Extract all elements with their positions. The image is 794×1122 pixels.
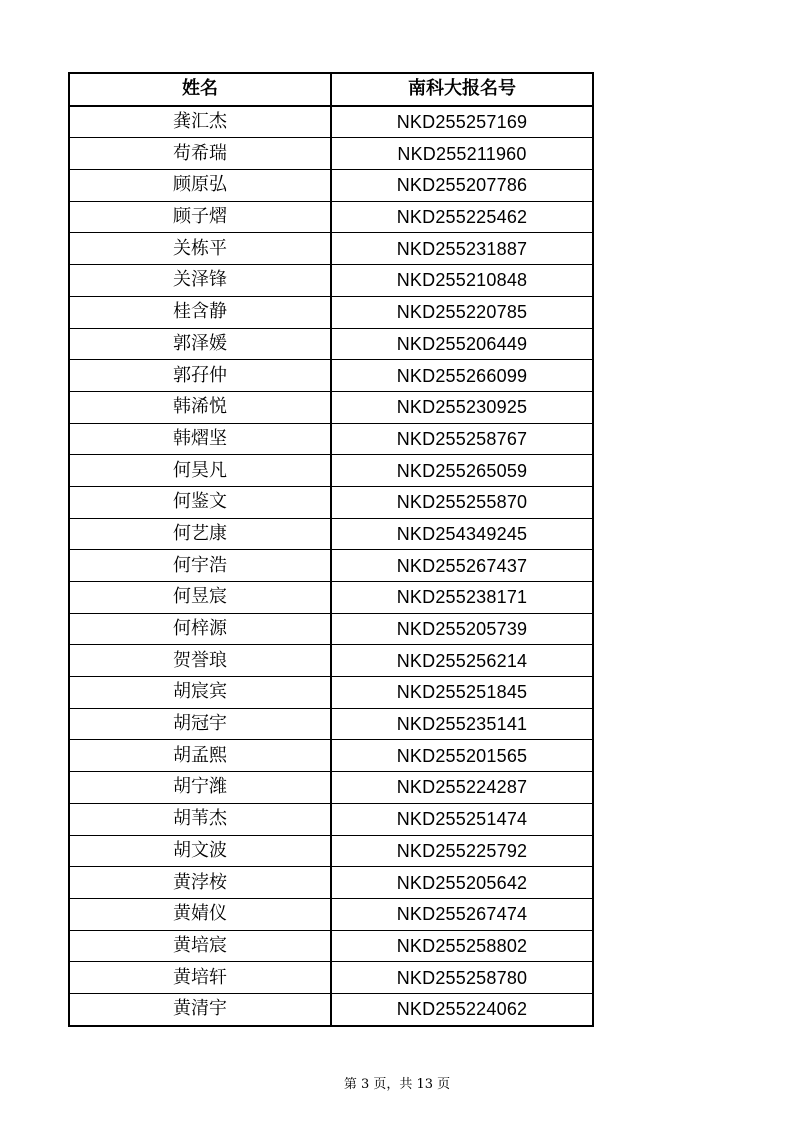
table-row [69,677,593,709]
student-name: 关栋平 [69,233,331,265]
registration-id: NKD255267437 [331,550,593,582]
registration-id: NKD254349245 [331,518,593,550]
registration-id: NKD255256214 [331,645,593,677]
registration-id: NKD255257169 [331,106,593,138]
table-row [69,455,593,487]
student-name: 何宇浩 [69,550,331,582]
student-name: 顾子熠 [69,201,331,233]
registration-id: NKD255231887 [331,233,593,265]
student-name: 韩浠悦 [69,391,331,423]
table-header-row [69,73,593,106]
registration-id: NKD255201565 [331,740,593,772]
student-name: 黄浡桉 [69,867,331,899]
student-name: 胡文波 [69,835,331,867]
table-row [69,772,593,804]
registration-id: NKD255225792 [331,835,593,867]
table-row [69,423,593,455]
registration-id: NKD255238171 [331,582,593,614]
table-row [69,708,593,740]
student-name: 何昱宸 [69,582,331,614]
table-row [69,106,593,138]
student-name: 苟希瑞 [69,138,331,170]
registration-id: NKD255267474 [331,898,593,930]
student-name: 黄培宸 [69,930,331,962]
student-name: 顾原弘 [69,170,331,202]
student-name: 胡宸宾 [69,677,331,709]
table-row [69,740,593,772]
registration-id: NKD255258802 [331,930,593,962]
student-name: 何艺康 [69,518,331,550]
student-name: 韩熠坚 [69,423,331,455]
registration-id: NKD255224287 [331,772,593,804]
registration-id: NKD255205739 [331,613,593,645]
student-name: 胡苇杰 [69,803,331,835]
registration-id: NKD255207786 [331,170,593,202]
registration-id: NKD255206449 [331,328,593,360]
registration-id: NKD255211960 [331,138,593,170]
table-row [69,645,593,677]
table-row [69,962,593,994]
student-name: 胡冠宇 [69,708,331,740]
registration-id: NKD255230925 [331,391,593,423]
student-name: 黄培轩 [69,962,331,994]
registration-id: NKD255251474 [331,803,593,835]
registration-id: NKD255224062 [331,993,593,1025]
registration-id: NKD255265059 [331,455,593,487]
student-name: 何昊凡 [69,455,331,487]
registration-id: NKD255210848 [331,265,593,297]
table-row [69,360,593,392]
table-row [69,233,593,265]
student-name: 郭泽媛 [69,328,331,360]
table-row [69,550,593,582]
student-name: 何梓源 [69,613,331,645]
registration-id: NKD255266099 [331,360,593,392]
student-name: 黄婧仪 [69,898,331,930]
admission-list-table [68,72,594,1027]
student-name: 关泽锋 [69,265,331,297]
table-row [69,993,593,1025]
registration-id: NKD255258767 [331,423,593,455]
registration-id: NKD255205642 [331,867,593,899]
header-registration-id: 南科大报名号 [331,73,593,106]
registration-id: NKD255225462 [331,201,593,233]
student-name: 贺誉琅 [69,645,331,677]
student-name: 何鉴文 [69,486,331,518]
header-name: 姓名 [69,73,331,106]
table-row [69,582,593,614]
table-row [69,138,593,170]
table-row [69,296,593,328]
student-name: 胡宁潍 [69,772,331,804]
table-row [69,867,593,899]
table-row [69,391,593,423]
table-row [69,265,593,297]
student-name: 龚汇杰 [69,106,331,138]
registration-id: NKD255251845 [331,677,593,709]
table-row [69,930,593,962]
student-name: 胡孟熙 [69,740,331,772]
table-row [69,835,593,867]
table-row [69,613,593,645]
table-row [69,486,593,518]
registration-id: NKD255220785 [331,296,593,328]
table-row [69,518,593,550]
table-row [69,170,593,202]
table-row [69,803,593,835]
table-row [69,328,593,360]
student-name: 黄清宇 [69,993,331,1025]
student-name: 桂含静 [69,296,331,328]
table-body [69,106,593,1026]
registration-id: NKD255255870 [331,486,593,518]
page-number-footer: 第 3 页，共 13 页 [343,1077,451,1092]
table-row [69,201,593,233]
student-name: 郭孖仲 [69,360,331,392]
table-row [69,898,593,930]
registration-id: NKD255235141 [331,708,593,740]
registration-id: NKD255258780 [331,962,593,994]
